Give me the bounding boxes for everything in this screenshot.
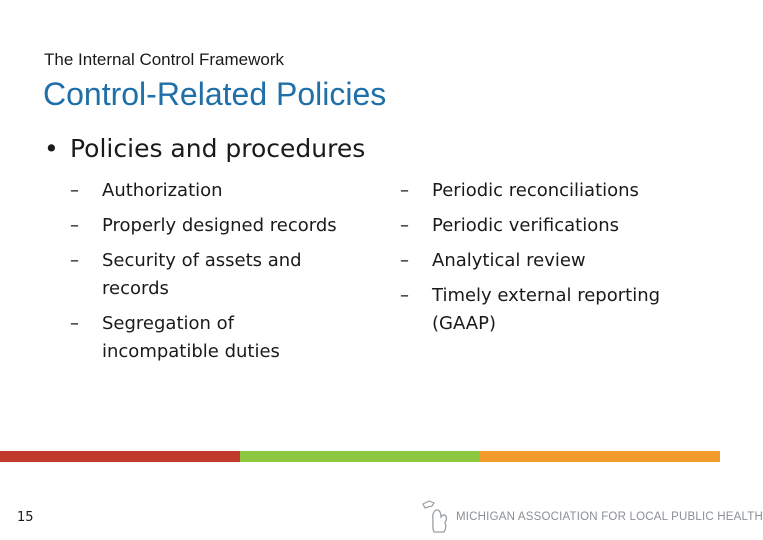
list-item	[400, 247, 700, 275]
list-item-text: Segregation of incompatible duties	[102, 313, 280, 362]
dash-marker: –	[70, 313, 79, 334]
list-item-text: Properly designed records	[102, 215, 337, 236]
dash-marker: –	[70, 180, 79, 201]
bullet-marker: •	[44, 134, 59, 163]
page-number: 15	[17, 510, 34, 525]
main-bullet	[44, 134, 365, 163]
dash-marker: –	[400, 180, 409, 201]
list-item	[400, 212, 700, 240]
list-item	[70, 247, 340, 303]
list-item-text: Authorization	[102, 180, 223, 201]
dash-marker: –	[70, 250, 79, 271]
list-item-text: Security of assets and records	[102, 250, 302, 299]
list-item	[400, 282, 700, 338]
dash-marker: –	[400, 250, 409, 271]
michigan-map-icon	[420, 498, 452, 536]
right-sub-list	[400, 177, 700, 345]
list-item-text: Analytical review	[432, 250, 586, 271]
list-item-text: Periodic verifications	[432, 215, 619, 236]
color-bar-red-segment	[0, 451, 240, 462]
dash-marker: –	[400, 285, 409, 306]
logo-text: MICHIGAN ASSOCIATION FOR LOCAL PUBLIC HEALTH	[456, 511, 763, 523]
color-bar-green-segment	[240, 451, 480, 462]
color-bar-orange-segment	[480, 451, 720, 462]
dash-marker: –	[400, 215, 409, 236]
list-item	[70, 212, 340, 240]
dash-marker: –	[70, 215, 79, 236]
malph-logo	[420, 497, 763, 537]
slide-supertitle: The Internal Control Framework	[44, 50, 284, 69]
list-item	[70, 177, 340, 205]
main-bullet-text: Policies and procedures	[70, 134, 366, 163]
color-bar	[0, 451, 720, 462]
list-item	[70, 310, 340, 366]
left-sub-list	[70, 177, 340, 373]
list-item-text: Periodic reconciliations	[432, 180, 639, 201]
slide-title: Control-Related Policies	[43, 76, 387, 112]
list-item	[400, 177, 700, 205]
list-item-text: Timely external reporting (GAAP)	[432, 285, 661, 334]
